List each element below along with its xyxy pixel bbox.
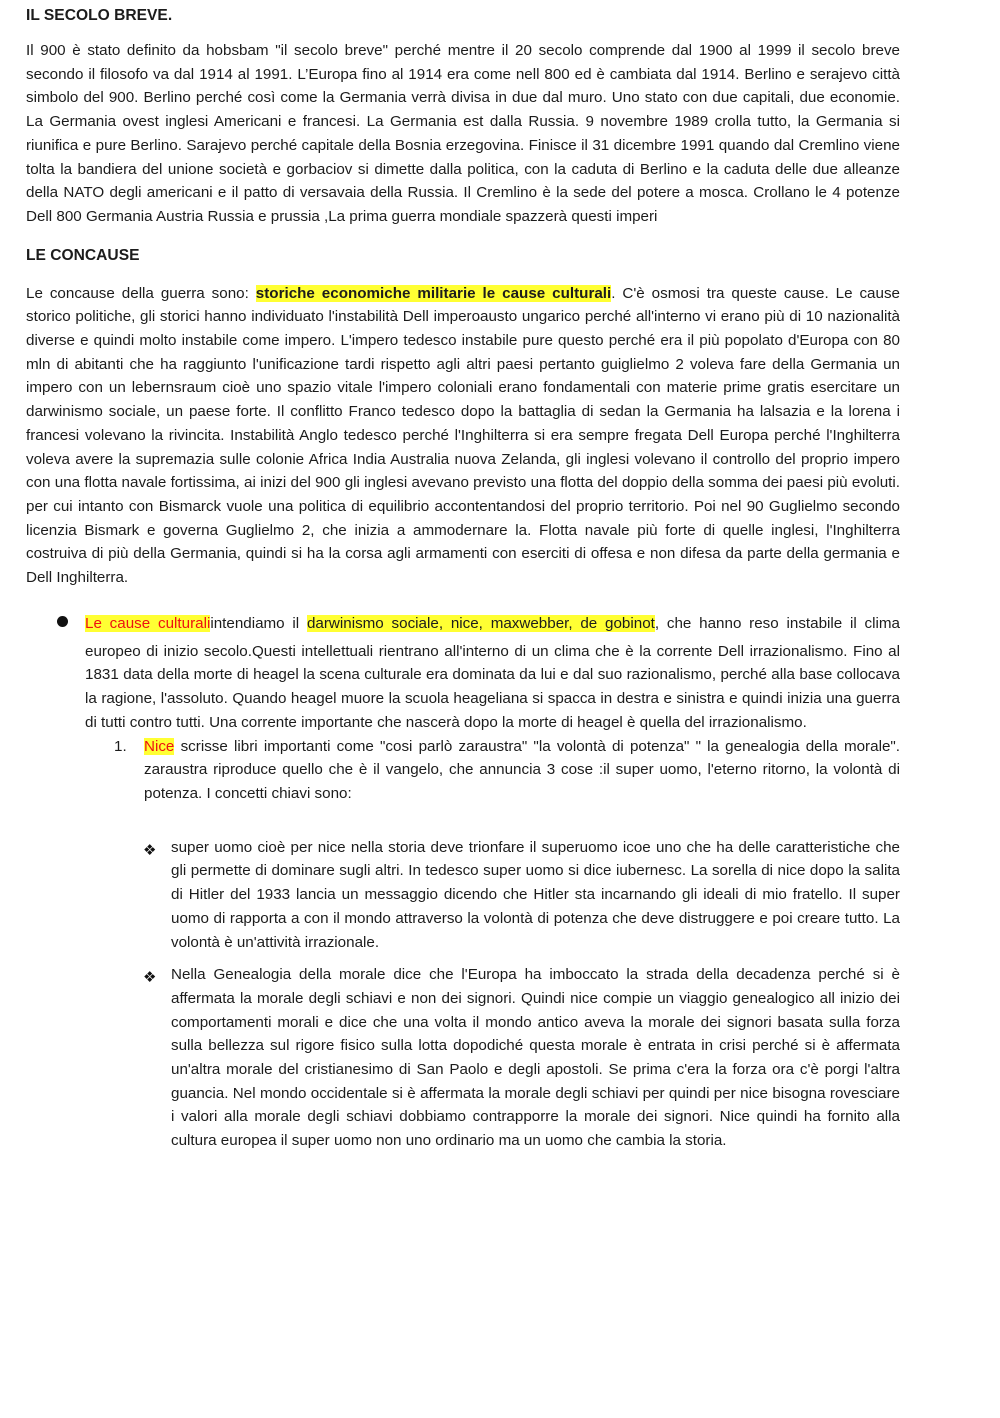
section-paragraph-secolo-breve: Il 900 è stato definito da hobsbam "il secolo breve" perché mentre il 20 secolo comprende dal 1900 al 1999 il secolo breve secondo il filosofo va dal 1914 al 1991. L’Europa fino al 1914 era come nell 800 ed è cambiata dal 1914. Berlino e serajevo città simbolo del 900. Berlino perché così come la Germania verrà divisa in due dal muro. Uno stato con due capitali, due economie. La Germania ovest inglesi Americani e francesi. La Germania est dalla Russia. 9 novembre 1989 crolla tutto, la Germania si riunifica e pure Berlino. Sarajevo perché capitale della Bosnia erzegovina. Finisce il 31 dicembre 1991 quando dal Cremlino viene tolta la bandiera del unione società e gorbaciov si dimette dalla politica, con la caduta di Berlino e la caduta delle due alleanze della NATO degli americani e il patto di versavaia della Russia. Il Cremlino è la sede del potere a mosca. Crollano le 4 potenze Dell 800 Germania Austria Russia e prussia ,La prima guerra mondiale spazzerà questi imperi [26,42,900,225]
bullet-paragraph [85,608,900,735]
sub-bullet-super-uomo [143,836,900,955]
bullet-lead-highlight: darwinismo sociale, nice, maxwebber, de gobinot [306,614,655,632]
bullet-cause-culturali [26,608,900,735]
concause-highlight: storiche economiche militarie le cause culturali [255,284,612,302]
numbered-body: scrisse libri importanti come "cosi parlò zaraustra" "la volontà di potenza" " la genealogia della morale". zaraustra riproduce quello che è il vangelo, che annuncia 3 cose :il super uomo, l'eterno ritorno, la volontà di potenza. I concetti chiavi sono: [144,737,900,802]
numbered-marker: 1. [114,737,127,755]
diamond-bullet-icon: ❖ [143,840,157,859]
section-paragraph-concause [26,282,900,590]
numbered-lead-red: Nice [144,737,175,755]
sub-bullet-text: Nella Genealogia della morale dice che l'Europa ha imboccato la strada della decadenza perché si è affermata la morale degli schiavi e non dei signori. Quindi nice compie un viaggio genealogico all inizio dei comportamenti morali e dice che una volta il mondo antico aveva la morale dei signori basata sulla forza sulla bellezza sul rigore fisico sulla lotta dopodiché questa morale è entrata in crisi perché si è affermata un'altra morale del cristianesimo di San Paolo e degli apostoli. Se prima c'era la forza ora c'è porgi l'altra guancia. Nel mondo occidentale si è affermata la morale degli schiavi per quindi per nice bisogna rovesciare i valori alla morale degli schiavi dobbiamo contrapporre la morale dei signori. Nice quindi ha fornito alla cultura europea il super uomo non uno ordinario ma un uomo che cambia la storia. [171,966,900,1150]
bullet-lead-text: intendiamo il [210,614,307,632]
bullet-dot-icon [57,616,68,627]
concause-body: . C'è osmosi tra queste cause. Le cause storico politiche, gli storici hanno individuato l'instabilità Dell imperoausto ungarico perché all'interno vi erano più di 10 nazionalità diverse e quindi molto instabile come impero. L'impero tedesco instabile pure questo perché era il più popolato d'Europa con 80 mln di abitanti che ha raggiunto l'unificazione tardi rispetto agli altri paesi pertanto guiglielmo 2 voleva fare della Germania un impero con un lebernsraum cioè uno spazio vitale l'impero coloniali erano fondamentali con materie prime gratis esercitare un darwinismo sociale, un paese forte. Il conflitto Franco tedesco dopo la battaglia di sedan la Germania ha lalsazia e la lorena i francesi volevano la rivincita. Instabilità Anglo tedesco perché l'Inghilterra si era sempre fregata Dell Europa perché l'Inghilterra voleva avere la supremazia sulle colonie Africa India Australia nuova Zelanda, gli inglesi volevano il controllo del proprio impero con una flotta navale fortissima, ai inizi del 900 gli inglesi avevano previsto una flotta del doppio della somma dei paesi più evoluti. per cui intanto con Bismarck vuole una politica di equilibrio accontentandosi del proprio territorio. Poi nel 90 Guglielmo secondo licenzia Bismark e governa Guglielmo 2, che inizia a ammodernare la. Flotta navale più forte di quelle inglesi, l'Inghilterra costruiva di più della Germania, quindi si ha la corsa agli armamenti con eserciti di offesa e non difesa da parte della germania e Dell Inghilterra. [26,284,900,587]
document-page [26,4,900,1153]
numbered-item-nice [114,735,900,806]
bullet-body: , che hanno reso instabile il clima europeo di inizio secolo.Questi intellettuali rientrano all'interno di un clima che è la corrente Dell irrazionalismo. Fino al 1831 data della morte di heagel la scena culturale era dominata da lui e dal suo razionalismo, perché alla base collocava la ragione, l'assoluto. Quando heagel muore la scuola heageliana si spacca in destra e sinistra e quindi inizia una guerra di tutti contro tutti. Una corrente importante che nascerà dopo la morte di heagel è quella del irrazionalismo. [85,614,900,731]
bullet-lead-red: Le cause culturali [85,614,211,632]
section-title-secolo-breve: IL SECOLO BREVE. [26,7,173,24]
numbered-paragraph [144,735,900,806]
concause-intro: Le concause della guerra sono: [26,284,256,302]
diamond-bullet-icon: ❖ [143,968,157,987]
section-title-concause: LE CONCAUSE [26,246,140,264]
sub-bullet-genealogia [143,963,900,1153]
sub-bullet-text: super uomo cioè per nice nella storia deve trionfare il superuomo icoe uno che ha delle caratteristiche che gli permette di dominare sugli altri. In tedesco super uomo si dice iubernesc. La sorella di nice dopo la salita di Hitler del 1933 lancia un messaggio dicendo che Hitler sta incarnando gli ideali di mio fratello. Il super uomo di rapporta a con il mondo attraverso la volontà di potenza che deve distruggere e poi creare tutto. La volontà è un'attività irrazionale. [171,838,900,951]
